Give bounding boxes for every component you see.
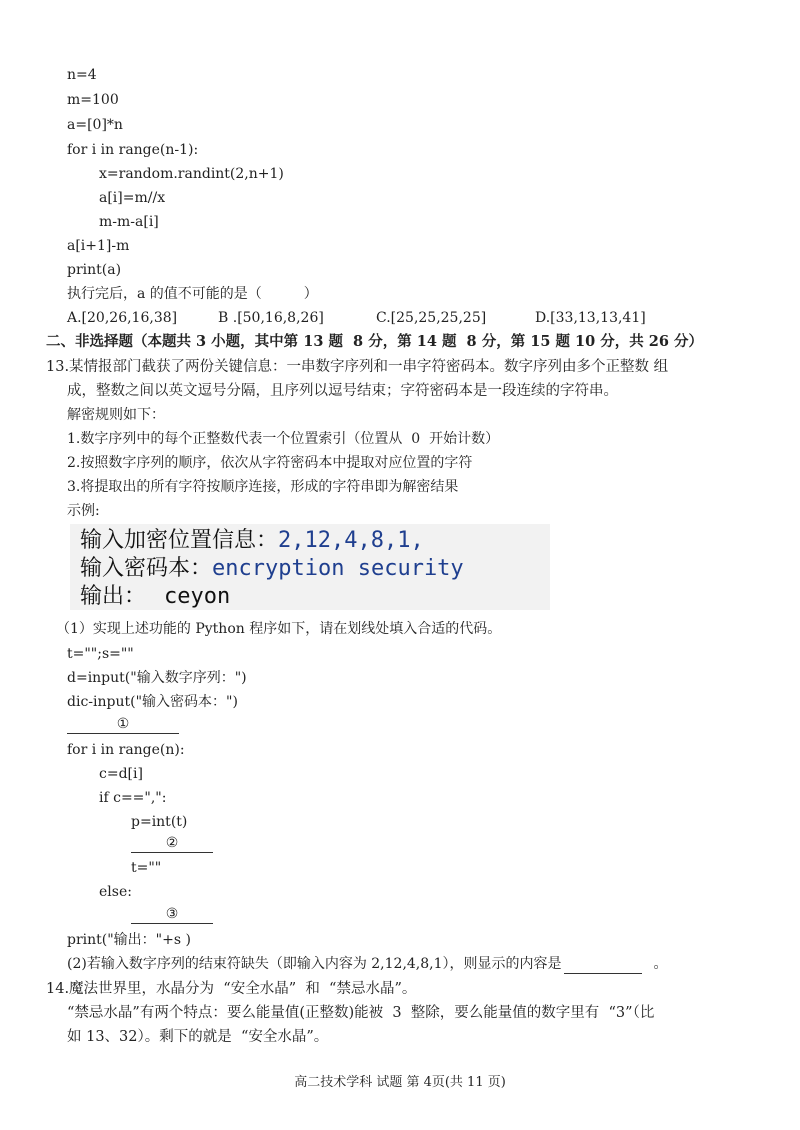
part2-question: (2)若输入数字序列的结束符缺失（即输入内容为 2,12,4,8,1），则显示的内容是: [67, 956, 562, 972]
rules-title: 解密规则如下：: [67, 407, 165, 423]
option-b: B .[50,16,8,26]: [218, 310, 324, 326]
example-output: ceyon: [164, 584, 231, 609]
question-prompt: 执行完后，a 的值不可能的是（ ）: [67, 286, 318, 302]
code-line: t="": [131, 860, 162, 876]
code-line: m=100: [67, 92, 119, 108]
example-label-text: 输出：: [80, 584, 147, 609]
code-line: m-m-a[i]: [99, 214, 159, 230]
code-line: for i in range(n):: [67, 742, 185, 758]
part1-text: （1）实现上述功能的 Python 程序如下，请在划线处填入合适的代码。: [56, 621, 502, 637]
q14-line: 如 13、32）。剩下的就是 “安全水晶”。: [67, 1029, 329, 1045]
code-line: dic-input("输入密码本："): [67, 694, 238, 710]
blank-1-label: ①: [67, 715, 179, 734]
example-label-text: 输入密码本：: [80, 556, 213, 581]
rule-item: 3.将提取出的所有字符按顺序连接，形成的字符串即为解密结果: [67, 479, 459, 495]
code-line: p=int(t): [131, 814, 188, 830]
code-line: a[i]=m//x: [99, 190, 166, 206]
code-line: a[i+1]-m: [67, 238, 130, 254]
blank-2[interactable]: [131, 834, 213, 853]
blank-2-label: ②: [131, 834, 213, 853]
part2-period: 。: [653, 956, 668, 972]
example-value: 2,12,4,8,1,: [278, 528, 424, 553]
page-footer: 高二技术学科 试题 第 4页(共 11 页): [294, 1075, 506, 1090]
section-heading: 二、非选择题（本题共 3 小题，其中第 13 题 8 分，第 14 题 8 分，第 15 题 10 分，共 26 分）: [46, 333, 704, 350]
q14-line: “禁忌水晶”有两个特点：要么能量值(正整数)能被 3 整除，要么能量值的数字里有 “3”（比: [67, 1005, 655, 1021]
example-label-text: 输入加密位置信息：: [80, 528, 279, 553]
part2-answer-blank[interactable]: [564, 955, 642, 974]
q13-line: 成，整数之间以英文逗号分隔，且序列以逗号结束；字符密码本是一段连续的字符串。: [67, 383, 618, 399]
example-label: 示例:: [67, 503, 100, 519]
blank-1[interactable]: [67, 715, 179, 734]
code-line: else:: [99, 884, 132, 900]
code-line: for i in range(n-1):: [67, 142, 199, 158]
code-line: if c==",":: [99, 790, 167, 806]
code-line: a=[0]*n: [67, 117, 123, 133]
code-line: print(a): [67, 262, 122, 278]
example-screenshot: [70, 524, 550, 610]
part2-text: [67, 955, 668, 974]
code-line: x=random.randint(2,n+1): [99, 166, 284, 182]
option-a: A.[20,26,16,38]: [67, 310, 178, 326]
option-d: D.[33,13,13,41]: [535, 310, 646, 326]
code-line: print("输出："+s ): [67, 932, 191, 948]
blank-3[interactable]: [131, 905, 213, 924]
rule-item: 2.按照数字序列的顺序，依次从字符密码本中提取对应位置的字符: [67, 455, 473, 471]
code-line: d=input("输入数字序列："): [67, 670, 247, 686]
code-line: n=4: [67, 67, 97, 83]
example-value: encryption security: [212, 556, 464, 581]
blank-3-label: ③: [131, 905, 213, 924]
code-line: c=d[i]: [99, 766, 143, 782]
q14-line: 14.魔法世界里，水晶分为 “安全水晶” 和 “禁忌水晶”。: [46, 981, 417, 997]
code-line: t="";s="": [67, 646, 134, 662]
q13-line: 13.某情报部门截获了两份关键信息：一串数字序列和一串字符密码本。数字序列由多个正整数 组: [46, 359, 669, 375]
option-c: C.[25,25,25,25]: [376, 310, 487, 326]
rule-item: 1.数字序列中的每个正整数代表一个位置索引（位置从 0 开始计数）: [67, 431, 500, 447]
